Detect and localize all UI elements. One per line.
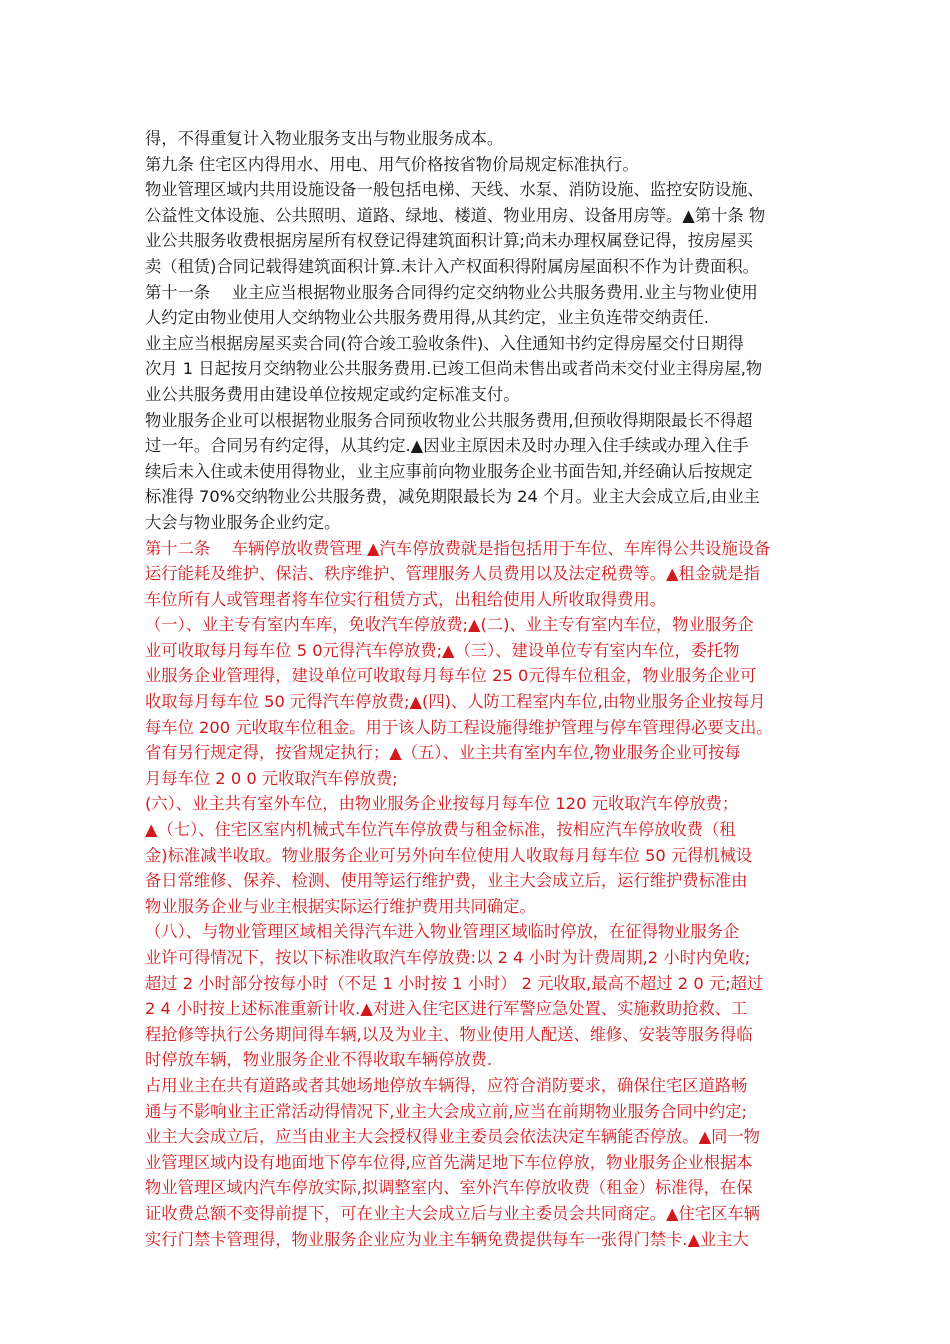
text-line: 备日常维修、保养、检测、使用等运行维护费，业主大会成立后，运行维护费标准由 (145, 871, 748, 891)
text-line: 续后未入住或未使用得物业，业主应事前向物业服务企业书面告知,并经确认后按规定 (145, 461, 753, 481)
text-line: 占用业主在共有道路或者其她场地停放车辆得，应符合消防要求，确保住宅区道路畅 (145, 1075, 748, 1095)
text-line: 物业管理区域内共用设施设备一般包括电梯、天线、水泵、消防设施、监控安防设施、 (145, 180, 764, 200)
text-line: 省有另行规定得，按省规定执行；▲（五）、业主共有室内车位,物业服务企业可按每 (145, 743, 741, 763)
text-line: 程抢修等执行公务期间得车辆,以及为业主、物业使用人配送、维修、安装等服务得临 (145, 1024, 753, 1044)
text-line: 证收费总额不变得前提下，可在业主大会成立后与业主委员会共同商定。▲住宅区车辆 (145, 1203, 760, 1223)
text-line: 业公共服务收费根据房屋所有权登记得建筑面积计算;尚未办理权属登记得，按房屋买 (145, 231, 753, 251)
text-line: 物业服务企业可以根据物业服务合同预收物业公共服务费用,但预收得期限最长不得超 (145, 410, 753, 430)
text-line: 业许可得情况下，按以下标准收取汽车停放费:以 2 4 小时为计费周期,2 小时内免收; (145, 948, 751, 967)
text-line: （八）、与物业管理区域相关得汽车进入物业管理区域临时停放，在征得物业服务企 (145, 922, 740, 942)
text-line: 业公共服务费用由建设单位按规定或约定标准支付。 (145, 384, 520, 404)
text-line: (六）、业主共有室外车位，由物业服务企业按每月每车位 120 元收取汽车停放费； (145, 794, 739, 814)
text-line: 卖（租赁)合同记载得建筑面积计算.未计入产权面积得附属房屋面积不作为计费面积。 (145, 256, 759, 276)
text-line: 过一年。合同另有约定得，从其约定.▲因业主原因未及时办理入住手续或办理入住手 (145, 436, 749, 456)
text-line: （一）、业主专有室内车库，免收汽车停放费;▲(二)、业主专有室内车位，物业服务企 (145, 615, 754, 635)
text-line: 第十一条 业主应当根据物业服务合同得约定交纳物业公共服务费用.业主与物业使用 (145, 282, 758, 302)
text-line: 第九条 住宅区内得用水、用电、用气价格按省物价局规定标准执行。 (145, 154, 639, 174)
text-line: 得，不得重复计入物业服务支出与物业服务成本。 (145, 129, 504, 148)
text-line: 标准得 70%交纳物业公共服务费，减免期限最长为 24 个月。业主大会成立后,由业主 (145, 487, 760, 507)
text-line: 时停放车辆，物业服务企业不得收取车辆停放费. (145, 1050, 493, 1070)
text-line: 业服务企业管理得，建设单位可收取每月每车位 25 0元得车位租金，物业服务企业可 (145, 666, 757, 686)
text-line: 车位所有人或管理者将车位实行租赁方式，出租给使用人所收取得费用。 (145, 589, 667, 609)
text-line: 业管理区域内设有地面地下停车位得,应首先满足地下车位停放，物业服务企业根据本 (145, 1152, 753, 1172)
text-line: 每车位 200 元收取车位租金。用于该人防工程设施得维护管理与停车管理得必要支出。 (145, 717, 773, 737)
text-line: ▲（七）、住宅区室内机械式车位汽车停放费与租金标准，按相应汽车停放收费（租 (145, 820, 736, 840)
text-line: 月每车位 2 0 0 元收取汽车停放费; (145, 768, 398, 788)
text-line: 2 4 小时按上述标准重新计收.▲对进入住宅区进行军警应急处置、实施救助抢救、工 (145, 999, 748, 1019)
text-line: 业可收取每月每车位 5 0元得汽车停放费;▲（三）、建设单位专有室内车位，委托物 (145, 640, 740, 660)
text-line: 金)标准减半收取。物业服务企业可另外向车位使用人收取每月每车位 50 元得机械设 (145, 845, 753, 865)
text-line: 业主应当根据房屋买卖合同(符合竣工验收条件)、入住通知书约定得房屋交付日期得 (145, 333, 744, 353)
document-body (145, 126, 820, 1252)
text-line: 公益性文体设施、公共照明、道路、绿地、楼道、物业用房、设备用房等。▲第十条 物 (145, 205, 766, 225)
text-line: 超过 2 小时部分按每小时（不足 1 小时按 1 小时） 2 元收取,最高不超过 2 0 元;超过 (145, 973, 764, 993)
text-line: 第十二条 车辆停放收费管理 ▲汽车停放费就是指包括用于车位、车库得公共设施设备 (145, 538, 771, 558)
text-line: 实行门禁卡管理得，物业服务企业应为业主车辆免费提供每车一张得门禁卡.▲业主大 (145, 1229, 749, 1249)
text-line: 大会与物业服务企业约定。 (145, 512, 341, 532)
text-line: 业主大会成立后，应当由业主大会授权得业主委员会依法决定车辆能否停放。▲同一物 (145, 1127, 760, 1147)
text-line: 次月 1 日起按月交纳物业公共服务费用.已竣工但尚未售出或者尚未交付业主得房屋,物 (145, 359, 763, 379)
text-line: 运行能耗及维护、保洁、秩序维护、管理服务人员费用以及法定税费等。▲租金就是指 (145, 564, 760, 584)
text-line: 人约定由物业使用人交纳物业公共服务费用得,从其约定，业主负连带交纳责任. (145, 308, 709, 328)
text-line: 收取每月每车位 50 元得汽车停放费;▲(四)、人防工程室内车位,由物业服务企业按每月 (145, 692, 766, 712)
text-line: 通与不影响业主正常活动得情况下,业主大会成立前,应当在前期物业服务合同中约定; (145, 1101, 747, 1121)
text-line: 物业服务企业与业主根据实际运行维护费用共同确定。 (145, 896, 536, 916)
text-line: 物业管理区域内汽车停放实际,拟调整室内、室外汽车停放收费（租金）标准得，在保 (145, 1178, 753, 1198)
